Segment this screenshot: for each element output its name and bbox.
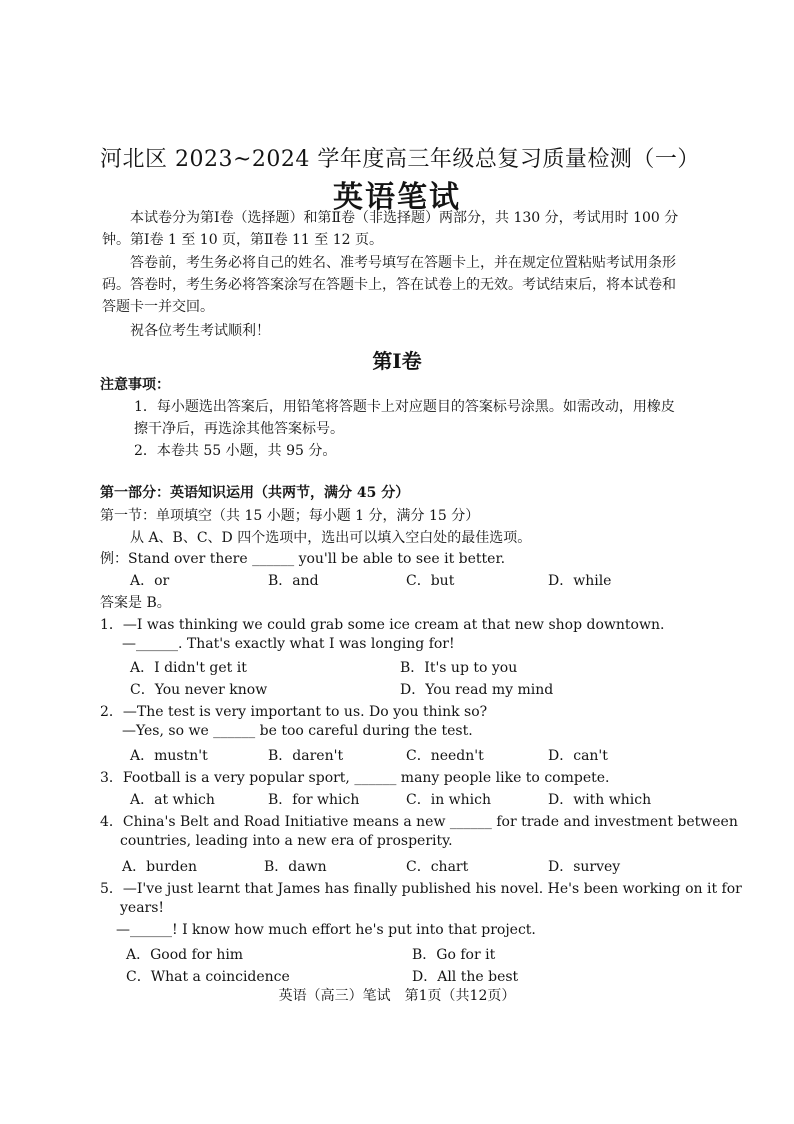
question-5-line-2: years! (120, 900, 165, 916)
question-1-option-d: D．You read my mind (400, 682, 554, 698)
question-5-option-a: A．Good for him (126, 947, 244, 963)
notice-item-1: 1．每小题选出答案后，用铅笔将答题卡上对应题目的答案标号涂黑。如需改动，用橡皮擦干净后，再选涂其他答案标号。 (134, 399, 675, 437)
question-1-options-row-1 (0, 657, 794, 679)
question-2-line-2: —Yes, so we ______ be too careful during the test. (122, 723, 473, 739)
question-2-options (0, 745, 794, 767)
section1-instruction: 从 A、B、C、D 四个选项中，选出可以填入空白处的最佳选项。 (130, 530, 532, 546)
question-4-option-c: C．chart (406, 859, 469, 875)
example-answer: 答案是 B。 (100, 595, 171, 611)
question-3-option-a: A．at which (130, 792, 215, 808)
exam-subject-title: 英语笔试 (333, 180, 461, 215)
question-4-options (0, 856, 794, 878)
page-footer: 英语（高三）笔试 第1页（共12页） (278, 988, 516, 1004)
question-5-line-1: 5．—I've just learnt that James has finally published his novel. He's been working on it for (100, 881, 742, 897)
question-3-option-d: D．with which (548, 792, 652, 808)
example-option-b: B．and (268, 573, 319, 589)
question-4-option-a: A．burden (122, 859, 198, 875)
notice-heading: 注意事项： (100, 377, 170, 393)
intro-paragraph-1: 本试卷分为第Ⅰ卷（选择题）和第Ⅱ卷（非选择题）两部分，共 130 分，考试用时 100 分钟。第Ⅰ卷 1 至 10 页，第Ⅱ卷 11 至 12 页。 (102, 210, 679, 248)
question-2-option-a: A．mustn't (130, 748, 208, 764)
example-option-a: A．or (130, 573, 170, 589)
question-2-option-c: C．needn't (406, 748, 484, 764)
question-4-option-d: D．survey (548, 859, 621, 875)
question-1-line-2: —______. That's exactly what I was longing for! (122, 636, 455, 652)
question-2-line-1: 2．—The test is very important to us. Do you think so? (100, 704, 488, 720)
example-option-d: D．while (548, 573, 612, 589)
exam-title: 河北区 2023~2024 学年度高三年级总复习质量检测（一） (100, 147, 700, 172)
question-5-options-row-1 (0, 944, 794, 966)
intro-paragraph-3: 祝各位考生考试顺利！ (130, 323, 270, 339)
question-2-option-b: B．daren't (268, 748, 344, 764)
question-3-options (0, 789, 794, 811)
question-3-option-c: C．in which (406, 792, 491, 808)
question-1-line-1: 1．—I was thinking we could grab some ice cream at that new shop downtown. (100, 617, 665, 633)
example-option-c: C．but (406, 573, 455, 589)
question-5-option-d: D．All the best (412, 969, 519, 985)
example-options (0, 570, 794, 592)
question-4-option-b: B．dawn (264, 859, 327, 875)
example-stem: 例：Stand over there ______ you'll be able to see it better. (100, 551, 506, 567)
notice-item-2: 2．本卷共 55 小题，共 95 分。 (134, 443, 337, 459)
question-5-option-c: C．What a coincidence (126, 969, 290, 985)
question-4-line-2: countries, leading into a new era of prosperity. (120, 833, 453, 849)
question-1-option-c: C．You never know (130, 682, 268, 698)
question-5-option-b: B．Go for it (412, 947, 496, 963)
question-1-option-a: A．I didn't get it (130, 660, 247, 676)
question-2-option-d: D．can't (548, 748, 608, 764)
part1-heading: 第一部分：英语知识运用（共两节，满分 45 分） (100, 485, 410, 501)
question-1-options-row-2 (0, 679, 794, 701)
question-5-line-3: —______! I know how much effort he's put into that project. (116, 922, 536, 938)
section1-heading: 第一节：单项填空（共 15 小题；每小题 1 分，满分 15 分） (100, 508, 480, 524)
question-3-line-1: 3．Football is a very popular sport, ______ many people like to compete. (100, 770, 610, 786)
question-1-option-b: B．It's up to you (400, 660, 518, 676)
question-4-line-1: 4．China's Belt and Road Initiative means a new ______ for trade and investment between (100, 814, 738, 830)
question-3-option-b: B．for which (268, 792, 360, 808)
volume-title: 第Ⅰ卷 (372, 349, 422, 373)
intro-paragraph-2: 答卷前，考生务必将自己的姓名、准考号填写在答题卡上，并在规定位置粘贴考试用条形码。答卷时，考生务必将答案涂写在答题卡上，答在试卷上的无效。考试结束后，将本试卷和答题卡一并交回。 (102, 255, 676, 315)
